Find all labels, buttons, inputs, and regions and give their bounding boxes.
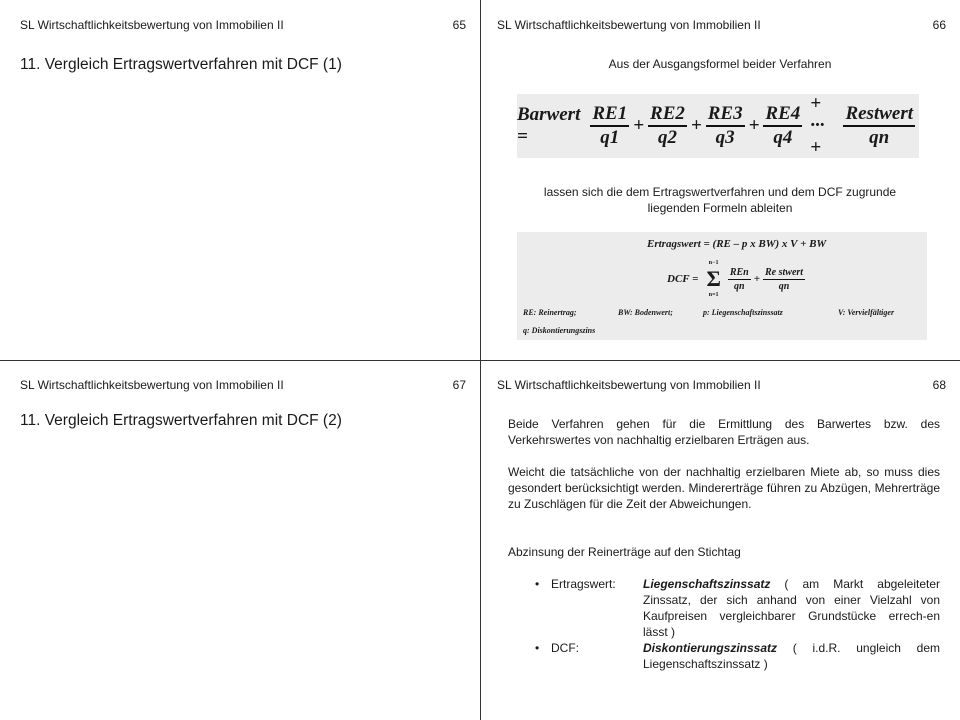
legend-q: q: Diskontierungszins <box>523 326 596 335</box>
plus-sign: + <box>690 115 702 136</box>
denominator: qn <box>778 280 790 292</box>
list-item <box>535 576 940 640</box>
denominator: q2 <box>657 127 677 148</box>
sum-upper-limit: n−1 <box>708 260 719 266</box>
bullet-rest: ( am Markt abgeleiteter Zinssatz, der sich anhand von einer Vielzahl von Kaufpreisen vergleichbarer Grundstücke errech-en lässt ) <box>643 577 940 639</box>
fraction-term <box>648 103 687 149</box>
intro-text: Aus der Ausgangsformel beider Verfahren <box>608 57 832 71</box>
bullet-label: Ertragswert: <box>551 577 616 591</box>
slide-number: 68 <box>932 378 946 392</box>
plus-sign: + <box>753 273 761 285</box>
formula-lhs: Barwert = <box>517 104 581 147</box>
fraction-term <box>843 103 915 149</box>
derived-formulas-image <box>517 232 927 340</box>
bullet-description <box>643 640 940 672</box>
denominator: q1 <box>600 127 620 148</box>
slide-67 <box>0 360 480 720</box>
dcf-lhs: DCF = <box>667 273 699 285</box>
fraction-term <box>590 103 629 149</box>
denominator: q4 <box>773 127 793 148</box>
barwert-formula <box>517 94 919 158</box>
ellipsis: + ··· + <box>810 93 825 158</box>
plus-sign: + <box>748 115 760 136</box>
paragraph-2: Weicht die tatsächliche von der nachhaltig erzielbaren Miete ab, so muss dies gesondert berücksichtigt werden. Mindererträge führen zu Abzügen, Mehrerträge zu Zuschlägen für die Zeit der Abweichungen. <box>508 465 940 511</box>
ertragswert-formula: Ertragswert = (RE – p x BW) x V + BW <box>647 238 827 250</box>
between-text <box>500 184 940 216</box>
fraction-term <box>763 266 805 293</box>
denominator: qn <box>869 127 890 148</box>
slide-title: 11. Vergleich Ertragswertverfahren mit DCF (1) <box>20 56 342 73</box>
dcf-formula <box>667 260 808 298</box>
sigma-icon: Σ <box>706 266 721 291</box>
between-line-2: liegenden Formeln ableiten <box>647 201 793 215</box>
slide-number: 66 <box>932 18 946 32</box>
sum-symbol <box>702 260 724 298</box>
slide-number: 65 <box>452 18 466 32</box>
slide-header: SL Wirtschaftlichkeitsbewertung von Immobilien II <box>497 18 761 32</box>
slide-header: SL Wirtschaftlichkeitsbewertung von Immobilien II <box>20 18 284 32</box>
sum-lower-limit: n=1 <box>708 292 719 298</box>
numerator: RE3 <box>706 103 745 127</box>
bullet-icon: • <box>535 577 540 591</box>
legend-re: RE: Reinertrag; <box>523 308 577 317</box>
denominator: qn <box>734 280 745 292</box>
bullet-keyword: Liegenschaftszinssatz <box>643 577 771 591</box>
bullet-keyword: Diskontierungszinssatz <box>643 641 778 655</box>
slide-header: SL Wirtschaftlichkeitsbewertung von Immobilien II <box>20 378 284 392</box>
slide-title: 11. Vergleich Ertragswertverfahren mit DCF (2) <box>20 412 342 429</box>
slide-68 <box>480 360 960 720</box>
slide-66 <box>480 0 960 360</box>
bullet-icon: • <box>535 641 540 655</box>
paragraph-1: Beide Verfahren gehen für die Ermittlung des Barwertes bzw. des Verkehrswertes von nachhaltig erzielbaren Erträgen aus. <box>508 417 940 447</box>
legend-p: p: Liegenschaftszinssatz <box>703 308 783 317</box>
fraction-term <box>728 266 751 293</box>
numerator: RE1 <box>590 103 629 127</box>
plus-sign: + <box>633 115 645 136</box>
numerator: RE4 <box>763 103 802 127</box>
fraction-term <box>706 103 745 149</box>
paragraph-3: Abzinsung der Reinerträge auf den Stichtag <box>508 545 741 559</box>
between-line-1: lassen sich die dem Ertragswertverfahren und dem DCF zugrunde <box>543 185 897 199</box>
numerator: REn <box>729 266 749 278</box>
numerator: Restwert <box>843 103 915 127</box>
bullet-label: DCF: <box>551 641 579 655</box>
legend-v: V: Vervielfältiger <box>838 308 895 317</box>
slide-number: 67 <box>452 378 466 392</box>
numerator: Re stwert <box>765 266 804 278</box>
fraction-term <box>763 103 802 149</box>
slide-65 <box>0 0 480 360</box>
slide-header: SL Wirtschaftlichkeitsbewertung von Immobilien II <box>497 378 761 392</box>
bullet-rest: ( i.d.R. ungleich dem Liegenschaftszinssatz ) <box>643 641 940 671</box>
numerator: RE2 <box>648 103 687 127</box>
bullet-description <box>643 576 940 640</box>
denominator: q3 <box>715 127 735 148</box>
list-item <box>535 640 940 672</box>
legend-bw: BW: Bodenwert; <box>618 308 673 317</box>
